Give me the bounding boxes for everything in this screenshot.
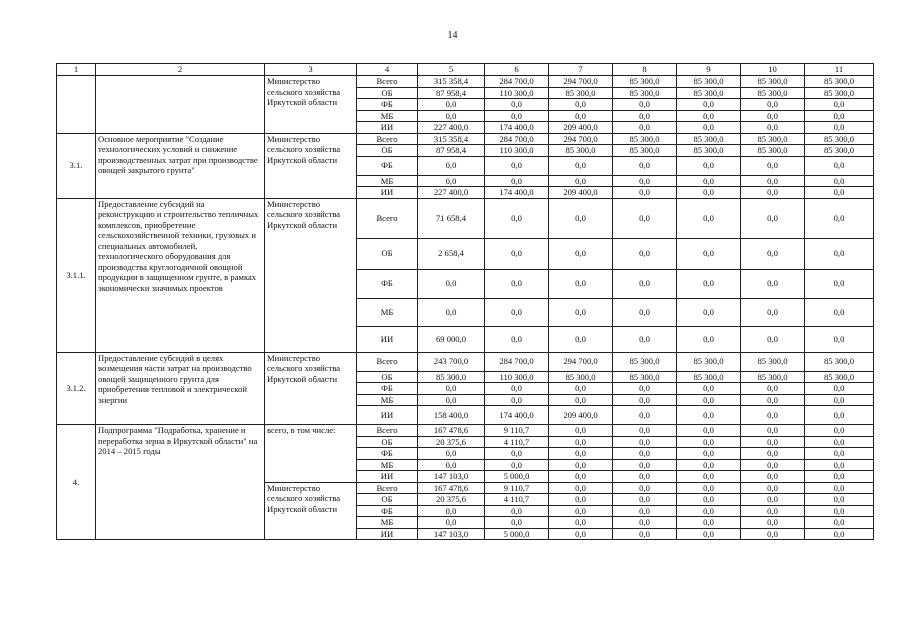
amount-cell: 0,0 (613, 528, 677, 540)
amount-cell: 85 300,0 (741, 87, 805, 99)
amount-cell: 0,0 (613, 425, 677, 437)
amount-cell: 0,0 (485, 156, 549, 175)
amount-cell: 85 300,0 (741, 76, 805, 88)
amount-cell: 0,0 (549, 448, 613, 460)
amount-cell: 0,0 (485, 517, 549, 529)
item-description: Основное мероприятие "Создание технологических условий и снижение производственных затрат при производстве овощей закрытого грунта" (96, 133, 265, 198)
funding-source: ФБ (357, 383, 418, 395)
amount-cell: 0,0 (677, 528, 741, 540)
amount-cell: 0,0 (613, 517, 677, 529)
amount-cell: 147 103,0 (418, 471, 485, 483)
amount-cell: 0,0 (741, 269, 805, 298)
amount-cell: 284 700,0 (485, 133, 549, 145)
amount-cell: 0,0 (613, 459, 677, 471)
amount-cell: 0,0 (613, 383, 677, 395)
amount-cell: 0,0 (677, 110, 741, 122)
funding-source: Всего (357, 352, 418, 371)
amount-cell: 0,0 (677, 156, 741, 175)
amount-cell: 0,0 (613, 326, 677, 352)
amount-cell: 0,0 (741, 505, 805, 517)
amount-cell: 0,0 (549, 175, 613, 187)
amount-cell: 0,0 (613, 494, 677, 506)
item-description: Подпрограмма "Подработка, хранение и переработка зерна в Иркутской области" на 2014 – 2015 годы (96, 425, 265, 540)
amount-cell: 0,0 (677, 494, 741, 506)
funding-source: ФБ (357, 156, 418, 175)
amount-cell: 0,0 (805, 505, 874, 517)
amount-cell: 0,0 (613, 156, 677, 175)
amount-cell: 0,0 (485, 269, 549, 298)
amount-cell: 85 300,0 (549, 371, 613, 383)
amount-cell: 0,0 (485, 505, 549, 517)
funding-source: МБ (357, 394, 418, 406)
amount-cell: 0,0 (418, 156, 485, 175)
funding-source: МБ (357, 110, 418, 122)
column-number: 7 (549, 64, 613, 76)
amount-cell: 174 400,0 (485, 122, 549, 134)
amount-cell: 0,0 (741, 459, 805, 471)
amount-cell: 20 375,6 (418, 436, 485, 448)
amount-cell: 85 300,0 (677, 133, 741, 145)
funding-source: Всего (357, 198, 418, 238)
amount-cell: 0,0 (741, 326, 805, 352)
amount-cell: 294 700,0 (549, 352, 613, 371)
amount-cell: 0,0 (485, 459, 549, 471)
amount-cell: 4 110,7 (485, 494, 549, 506)
amount-cell: 0,0 (549, 436, 613, 448)
amount-cell: 0,0 (805, 394, 874, 406)
amount-cell: 0,0 (549, 517, 613, 529)
amount-cell: 243 700,0 (418, 352, 485, 371)
amount-cell: 85 300,0 (418, 371, 485, 383)
table-row (57, 133, 874, 145)
amount-cell: 0,0 (741, 425, 805, 437)
amount-cell: 0,0 (613, 122, 677, 134)
amount-cell: 0,0 (677, 383, 741, 395)
amount-cell: 71 658,4 (418, 198, 485, 238)
funding-source: ОБ (357, 87, 418, 99)
amount-cell: 0,0 (741, 528, 805, 540)
amount-cell: 0,0 (741, 99, 805, 111)
amount-cell: 0,0 (418, 448, 485, 460)
amount-cell: 0,0 (741, 238, 805, 269)
table-row (57, 76, 874, 88)
amount-cell: 87 958,4 (418, 87, 485, 99)
amount-cell: 85 300,0 (805, 87, 874, 99)
amount-cell: 147 103,0 (418, 528, 485, 540)
amount-cell: 0,0 (549, 425, 613, 437)
amount-cell: 0,0 (677, 269, 741, 298)
amount-cell: 0,0 (805, 436, 874, 448)
amount-cell: 0,0 (613, 482, 677, 494)
amount-cell: 85 300,0 (677, 87, 741, 99)
amount-cell: 0,0 (485, 298, 549, 326)
amount-cell: 85 300,0 (805, 352, 874, 371)
amount-cell: 85 300,0 (677, 371, 741, 383)
amount-cell: 315 358,4 (418, 76, 485, 88)
amount-cell: 174 400,0 (485, 187, 549, 199)
amount-cell: 209 400,0 (549, 406, 613, 425)
amount-cell: 0,0 (613, 436, 677, 448)
column-number: 10 (741, 64, 805, 76)
amount-cell: 0,0 (485, 198, 549, 238)
amount-cell: 0,0 (418, 505, 485, 517)
amount-cell: 0,0 (741, 156, 805, 175)
amount-cell: 0,0 (549, 528, 613, 540)
amount-cell: 0,0 (805, 122, 874, 134)
amount-cell: 85 300,0 (677, 352, 741, 371)
amount-cell: 0,0 (741, 448, 805, 460)
item-code: 3.1. (57, 133, 96, 198)
amount-cell: 0,0 (418, 110, 485, 122)
amount-cell: 9 110,7 (485, 482, 549, 494)
amount-cell: 0,0 (677, 238, 741, 269)
amount-cell: 167 478,6 (418, 482, 485, 494)
amount-cell: 0,0 (677, 471, 741, 483)
amount-cell: 0,0 (741, 187, 805, 199)
amount-cell: 85 300,0 (613, 133, 677, 145)
amount-cell: 0,0 (549, 459, 613, 471)
amount-cell: 284 700,0 (485, 352, 549, 371)
amount-cell: 0,0 (549, 505, 613, 517)
funding-source: Всего (357, 133, 418, 145)
amount-cell: 209 400,0 (549, 122, 613, 134)
amount-cell: 85 300,0 (677, 76, 741, 88)
amount-cell: 85 300,0 (613, 352, 677, 371)
amount-cell: 0,0 (418, 175, 485, 187)
amount-cell: 0,0 (549, 238, 613, 269)
amount-cell: 0,0 (677, 425, 741, 437)
amount-cell: 0,0 (418, 459, 485, 471)
amount-cell: 0,0 (677, 448, 741, 460)
amount-cell: 0,0 (805, 406, 874, 425)
amount-cell: 0,0 (741, 436, 805, 448)
funding-source: Всего (357, 425, 418, 437)
executor: Министерство сельского хозяйства Иркутской области (265, 352, 357, 425)
amount-cell: 0,0 (741, 122, 805, 134)
amount-cell: 85 300,0 (549, 145, 613, 157)
amount-cell: 0,0 (741, 394, 805, 406)
item-code: 3.1.1. (57, 198, 96, 352)
amount-cell: 0,0 (741, 198, 805, 238)
funding-source: МБ (357, 298, 418, 326)
amount-cell: 0,0 (741, 482, 805, 494)
executor: Министерство сельского хозяйства Иркутской области (265, 133, 357, 198)
amount-cell: 0,0 (485, 326, 549, 352)
amount-cell: 158 400,0 (418, 406, 485, 425)
amount-cell: 0,0 (418, 383, 485, 395)
amount-cell: 0,0 (613, 394, 677, 406)
executor: Министерство сельского хозяйства Иркутской области (265, 76, 357, 134)
amount-cell: 0,0 (485, 383, 549, 395)
executor: всего, в том числе: (265, 425, 357, 483)
amount-cell: 0,0 (677, 298, 741, 326)
amount-cell: 20 375,6 (418, 494, 485, 506)
column-number: 5 (418, 64, 485, 76)
item-code: 3.1.2. (57, 352, 96, 425)
amount-cell: 85 300,0 (613, 371, 677, 383)
amount-cell: 167 478,6 (418, 425, 485, 437)
amount-cell: 0,0 (741, 175, 805, 187)
amount-cell: 0,0 (677, 198, 741, 238)
amount-cell: 0,0 (549, 471, 613, 483)
column-number: 1 (57, 64, 96, 76)
amount-cell: 0,0 (805, 156, 874, 175)
amount-cell: 69 000,0 (418, 326, 485, 352)
amount-cell: 209 400,0 (549, 187, 613, 199)
amount-cell: 0,0 (741, 406, 805, 425)
amount-cell: 0,0 (549, 394, 613, 406)
amount-cell: 85 300,0 (613, 76, 677, 88)
funding-source: ИИ (357, 528, 418, 540)
funding-source: ФБ (357, 269, 418, 298)
amount-cell: 315 358,4 (418, 133, 485, 145)
amount-cell: 0,0 (741, 494, 805, 506)
amount-cell: 174 400,0 (485, 406, 549, 425)
amount-cell: 0,0 (485, 175, 549, 187)
amount-cell: 5 000,0 (485, 528, 549, 540)
table-row (57, 352, 874, 371)
amount-cell: 0,0 (613, 269, 677, 298)
amount-cell: 0,0 (677, 406, 741, 425)
amount-cell: 0,0 (677, 505, 741, 517)
amount-cell: 227 400,0 (418, 187, 485, 199)
funding-source: ФБ (357, 448, 418, 460)
funding-source: ОБ (357, 145, 418, 157)
column-number: 8 (613, 64, 677, 76)
amount-cell: 0,0 (418, 99, 485, 111)
amount-cell: 0,0 (805, 175, 874, 187)
amount-cell: 0,0 (613, 406, 677, 425)
amount-cell: 0,0 (485, 394, 549, 406)
amount-cell: 0,0 (613, 175, 677, 187)
amount-cell: 0,0 (677, 99, 741, 111)
amount-cell: 0,0 (677, 175, 741, 187)
item-description: Предоставление субсидий на реконструкцию и строительство тепличных комплексов, приобретение сельскохозяйственной техники, грузовых и специальных автомобилей, технологического оборудования для производства круглогодичной овощной продукции в защищенном грунте, в рамках экономически значимых проектов (96, 198, 265, 352)
funding-source: ФБ (357, 505, 418, 517)
column-number: 3 (265, 64, 357, 76)
funding-source: ИИ (357, 122, 418, 134)
amount-cell: 0,0 (485, 238, 549, 269)
amount-cell: 0,0 (549, 482, 613, 494)
amount-cell: 0,0 (485, 110, 549, 122)
amount-cell: 0,0 (549, 383, 613, 395)
column-number: 2 (96, 64, 265, 76)
funding-source: ОБ (357, 494, 418, 506)
amount-cell: 0,0 (549, 99, 613, 111)
amount-cell: 0,0 (418, 298, 485, 326)
amount-cell: 294 700,0 (549, 76, 613, 88)
amount-cell: 0,0 (677, 122, 741, 134)
amount-cell: 0,0 (418, 269, 485, 298)
amount-cell: 85 300,0 (741, 133, 805, 145)
table-row (57, 425, 874, 437)
page-number: 14 (447, 30, 458, 41)
amount-cell: 0,0 (805, 198, 874, 238)
amount-cell: 9 110,7 (485, 425, 549, 437)
funding-source: ОБ (357, 436, 418, 448)
amount-cell: 227 400,0 (418, 122, 485, 134)
amount-cell: 0,0 (613, 471, 677, 483)
amount-cell: 0,0 (805, 459, 874, 471)
amount-cell: 85 300,0 (741, 371, 805, 383)
amount-cell: 0,0 (677, 187, 741, 199)
amount-cell: 0,0 (805, 187, 874, 199)
amount-cell: 110 300,0 (485, 371, 549, 383)
amount-cell: 0,0 (677, 326, 741, 352)
amount-cell: 0,0 (805, 494, 874, 506)
funding-source: Всего (357, 76, 418, 88)
amount-cell: 0,0 (613, 187, 677, 199)
amount-cell: 0,0 (549, 326, 613, 352)
amount-cell: 0,0 (418, 517, 485, 529)
funding-source: МБ (357, 517, 418, 529)
funding-source: ОБ (357, 238, 418, 269)
amount-cell: 0,0 (805, 482, 874, 494)
funding-source: МБ (357, 459, 418, 471)
funding-source: ФБ (357, 99, 418, 111)
executor: Министерство сельского хозяйства Иркутской области (265, 482, 357, 540)
funding-source: ИИ (357, 187, 418, 199)
funding-source: МБ (357, 175, 418, 187)
header-row (57, 64, 874, 76)
amount-cell: 0,0 (613, 110, 677, 122)
amount-cell: 0,0 (741, 517, 805, 529)
budget-table (56, 63, 874, 540)
item-code (57, 76, 96, 134)
column-number: 4 (357, 64, 418, 76)
amount-cell: 85 300,0 (677, 145, 741, 157)
amount-cell: 110 300,0 (485, 87, 549, 99)
amount-cell: 0,0 (805, 269, 874, 298)
amount-cell: 85 300,0 (805, 133, 874, 145)
funding-source: ИИ (357, 406, 418, 425)
amount-cell: 0,0 (677, 482, 741, 494)
amount-cell: 0,0 (805, 298, 874, 326)
amount-cell: 294 700,0 (549, 133, 613, 145)
amount-cell: 85 300,0 (613, 87, 677, 99)
item-code: 4. (57, 425, 96, 540)
amount-cell: 85 300,0 (613, 145, 677, 157)
amount-cell: 85 300,0 (805, 145, 874, 157)
amount-cell: 0,0 (613, 505, 677, 517)
amount-cell: 0,0 (549, 494, 613, 506)
column-number: 9 (677, 64, 741, 76)
amount-cell: 87 958,4 (418, 145, 485, 157)
funding-source: Всего (357, 482, 418, 494)
funding-source: ОБ (357, 371, 418, 383)
amount-cell: 0,0 (485, 448, 549, 460)
amount-cell: 85 300,0 (741, 352, 805, 371)
amount-cell: 0,0 (677, 517, 741, 529)
item-description (96, 76, 265, 134)
amount-cell: 0,0 (677, 394, 741, 406)
amount-cell: 0,0 (418, 394, 485, 406)
amount-cell: 0,0 (805, 110, 874, 122)
amount-cell: 0,0 (549, 198, 613, 238)
amount-cell: 0,0 (805, 326, 874, 352)
amount-cell: 0,0 (741, 298, 805, 326)
amount-cell: 85 300,0 (805, 371, 874, 383)
amount-cell: 0,0 (549, 298, 613, 326)
amount-cell: 0,0 (741, 471, 805, 483)
funding-source: ИИ (357, 326, 418, 352)
table-row (57, 198, 874, 238)
amount-cell: 0,0 (613, 298, 677, 326)
item-description: Предоставление субсидий в целях возмещения части затрат на производство овощей защищенного грунта для приобретения тепловой и электрической энергии (96, 352, 265, 425)
funding-source: ИИ (357, 471, 418, 483)
amount-cell: 110 300,0 (485, 145, 549, 157)
amount-cell: 0,0 (677, 459, 741, 471)
column-number: 6 (485, 64, 549, 76)
amount-cell: 0,0 (805, 238, 874, 269)
amount-cell: 0,0 (805, 471, 874, 483)
amount-cell: 5 000,0 (485, 471, 549, 483)
column-number: 11 (805, 64, 874, 76)
amount-cell: 0,0 (613, 198, 677, 238)
amount-cell: 85 300,0 (549, 87, 613, 99)
amount-cell: 0,0 (613, 99, 677, 111)
amount-cell: 0,0 (805, 448, 874, 460)
amount-cell: 0,0 (549, 156, 613, 175)
amount-cell: 0,0 (677, 436, 741, 448)
amount-cell: 0,0 (549, 110, 613, 122)
amount-cell: 0,0 (805, 517, 874, 529)
amount-cell: 0,0 (805, 99, 874, 111)
executor: Министерство сельского хозяйства Иркутской области (265, 198, 357, 352)
amount-cell: 0,0 (805, 528, 874, 540)
amount-cell: 0,0 (741, 383, 805, 395)
amount-cell: 4 110,7 (485, 436, 549, 448)
amount-cell: 0,0 (549, 269, 613, 298)
amount-cell: 0,0 (613, 238, 677, 269)
amount-cell: 284 700,0 (485, 76, 549, 88)
amount-cell: 0,0 (805, 425, 874, 437)
amount-cell: 85 300,0 (805, 76, 874, 88)
amount-cell: 0,0 (741, 110, 805, 122)
amount-cell: 0,0 (485, 99, 549, 111)
amount-cell: 0,0 (805, 383, 874, 395)
amount-cell: 2 658,4 (418, 238, 485, 269)
amount-cell: 0,0 (613, 448, 677, 460)
amount-cell: 85 300,0 (741, 145, 805, 157)
